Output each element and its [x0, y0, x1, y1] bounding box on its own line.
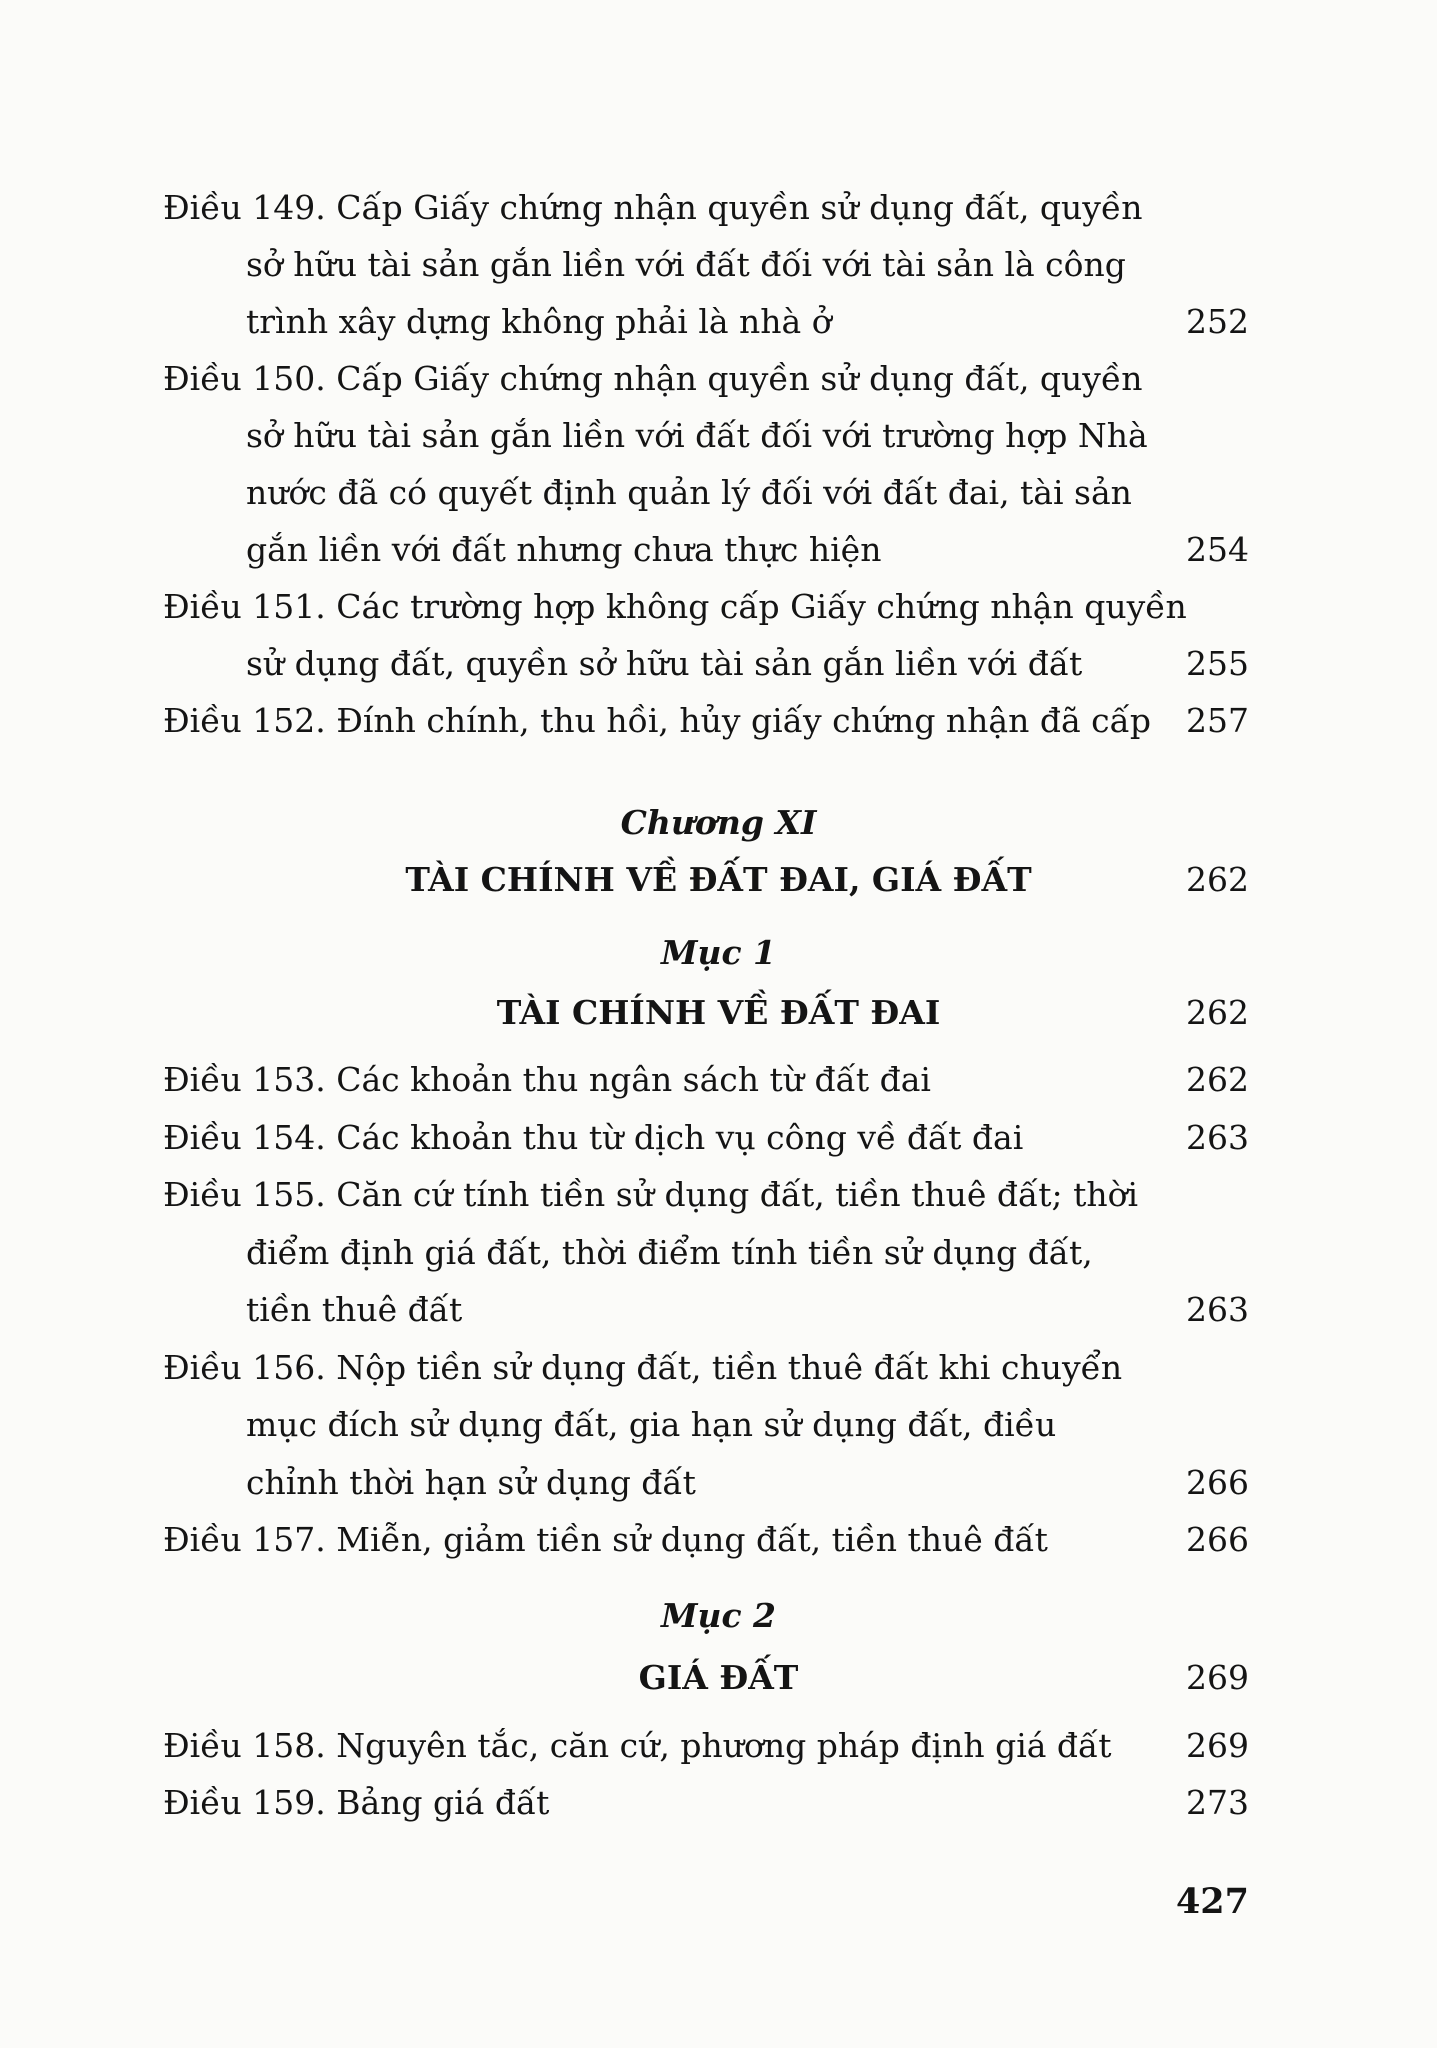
chapter-page: 262 — [1186, 860, 1249, 899]
toc-entry-text: sở hữu tài sản gắn liền với đất đối với tài sản là công — [246, 245, 1126, 284]
toc-entry-line — [0, 1167, 1437, 1223]
section1-title: TÀI CHÍNH VỀ ĐẤT ĐAI — [496, 993, 941, 1032]
section1-label: Mục 1 — [660, 933, 777, 972]
toc-entry-line — [0, 522, 1437, 578]
section2-page: 269 — [1186, 1658, 1249, 1697]
toc-entry-line — [0, 1512, 1437, 1568]
toc-entry-line — [0, 579, 1437, 635]
toc-entry-line — [0, 636, 1437, 692]
toc-entry-line — [0, 237, 1437, 293]
toc-entry-line — [0, 294, 1437, 350]
toc-entry-line — [0, 465, 1437, 521]
toc-entry-text: Điều 151. Các trường hợp không cấp Giấy chứng nhận quyền — [163, 587, 1187, 626]
page-number: 427 — [1175, 1881, 1249, 1922]
toc-entry-line — [0, 1340, 1437, 1396]
toc-entry-text: mục đích sử dụng đất, gia hạn sử dụng đất, điều — [246, 1405, 1057, 1444]
toc-entry-page: 266 — [1186, 1462, 1249, 1502]
toc-entry-text: Điều 154. Các khoản thu từ dịch vụ công về đất đai — [163, 1117, 1024, 1157]
toc-entry-text: sử dụng đất, quyền sở hữu tài sản gắn liền với đất — [246, 644, 1083, 683]
toc-entry-line — [0, 693, 1437, 749]
toc-entry-text: Điều 156. Nộp tiền sử dụng đất, tiền thuê đất khi chuyển — [163, 1347, 1123, 1387]
chapter-label-row — [0, 795, 1437, 851]
toc-entry-text: điểm định giá đất, thời điểm tính tiền sử dụng đất, — [246, 1232, 1093, 1272]
toc-entry-line — [0, 1397, 1437, 1453]
toc-entry-page: 263 — [1186, 1290, 1249, 1329]
toc-entry-page: 269 — [1186, 1726, 1249, 1765]
toc-entry-text: trình xây dựng không phải là nhà ở — [246, 302, 832, 341]
toc-entry-text: Điều 158. Nguyên tắc, căn cứ, phương pháp định giá đất — [163, 1726, 1112, 1765]
toc-entry-text: Điều 150. Cấp Giấy chứng nhận quyền sử dụng đất, quyền — [163, 359, 1143, 398]
toc-entry-page: 273 — [1186, 1783, 1249, 1822]
toc-entry-text: sở hữu tài sản gắn liền với đất đối với trường hợp Nhà — [246, 416, 1148, 455]
toc-entry-text: Điều 159. Bảng giá đất — [163, 1783, 550, 1822]
toc-entry-line — [0, 1775, 1437, 1831]
toc-entry-line — [0, 1718, 1437, 1774]
toc-entry-text: nước đã có quyết định quản lý đối với đất đai, tài sản — [246, 473, 1132, 512]
toc-entry-page: 262 — [1186, 1060, 1249, 1099]
toc-entry-text: chỉnh thời hạn sử dụng đất — [246, 1462, 696, 1502]
toc-entry-page: 252 — [1186, 302, 1249, 341]
toc-entry-text: Điều 153. Các khoản thu ngân sách từ đất đai — [163, 1060, 931, 1099]
section2-title: GIÁ ĐẤT — [638, 1658, 799, 1697]
toc-entry-text: Điều 157. Miễn, giảm tiền sử dụng đất, tiền thuê đất — [163, 1520, 1048, 1559]
toc-entry-line — [0, 1052, 1437, 1108]
toc-entry-line — [0, 180, 1437, 236]
toc-entry-text: gắn liền với đất nhưng chưa thực hiện — [246, 530, 882, 569]
toc-entry-page: 263 — [1186, 1117, 1249, 1157]
toc-entry-page: 266 — [1186, 1520, 1249, 1559]
section2-label: Mục 2 — [660, 1596, 777, 1635]
toc-entry-text: tiền thuê đất — [246, 1290, 463, 1329]
toc-entry-text: Điều 149. Cấp Giấy chứng nhận quyền sử dụng đất, quyền — [163, 188, 1143, 227]
section1-title-row — [0, 985, 1437, 1041]
chapter-title-row — [0, 852, 1437, 908]
section1-page: 262 — [1186, 993, 1249, 1032]
toc-entry-line — [0, 1282, 1437, 1338]
toc-entry-text: Điều 152. Đính chính, thu hồi, hủy giấy chứng nhận đã cấp — [163, 701, 1151, 740]
toc-entry-page: 257 — [1186, 701, 1249, 740]
chapter-label: Chương XI — [620, 803, 817, 842]
toc-entry-page: 255 — [1186, 644, 1249, 683]
toc-entry-line — [0, 408, 1437, 464]
toc-entry-text: Điều 155. Căn cứ tính tiền sử dụng đất, tiền thuê đất; thời — [163, 1175, 1139, 1214]
section1-label-row — [0, 925, 1437, 981]
toc-entry-line — [0, 1455, 1437, 1511]
section2-label-row — [0, 1588, 1437, 1644]
toc-entry-line — [0, 1225, 1437, 1281]
section2-title-row — [0, 1650, 1437, 1706]
toc-entry-page: 254 — [1186, 530, 1249, 569]
toc-entry-line — [0, 1110, 1437, 1166]
toc-entry-line — [0, 351, 1437, 407]
chapter-title: TÀI CHÍNH VỀ ĐẤT ĐAI, GIÁ ĐẤT — [405, 860, 1032, 899]
